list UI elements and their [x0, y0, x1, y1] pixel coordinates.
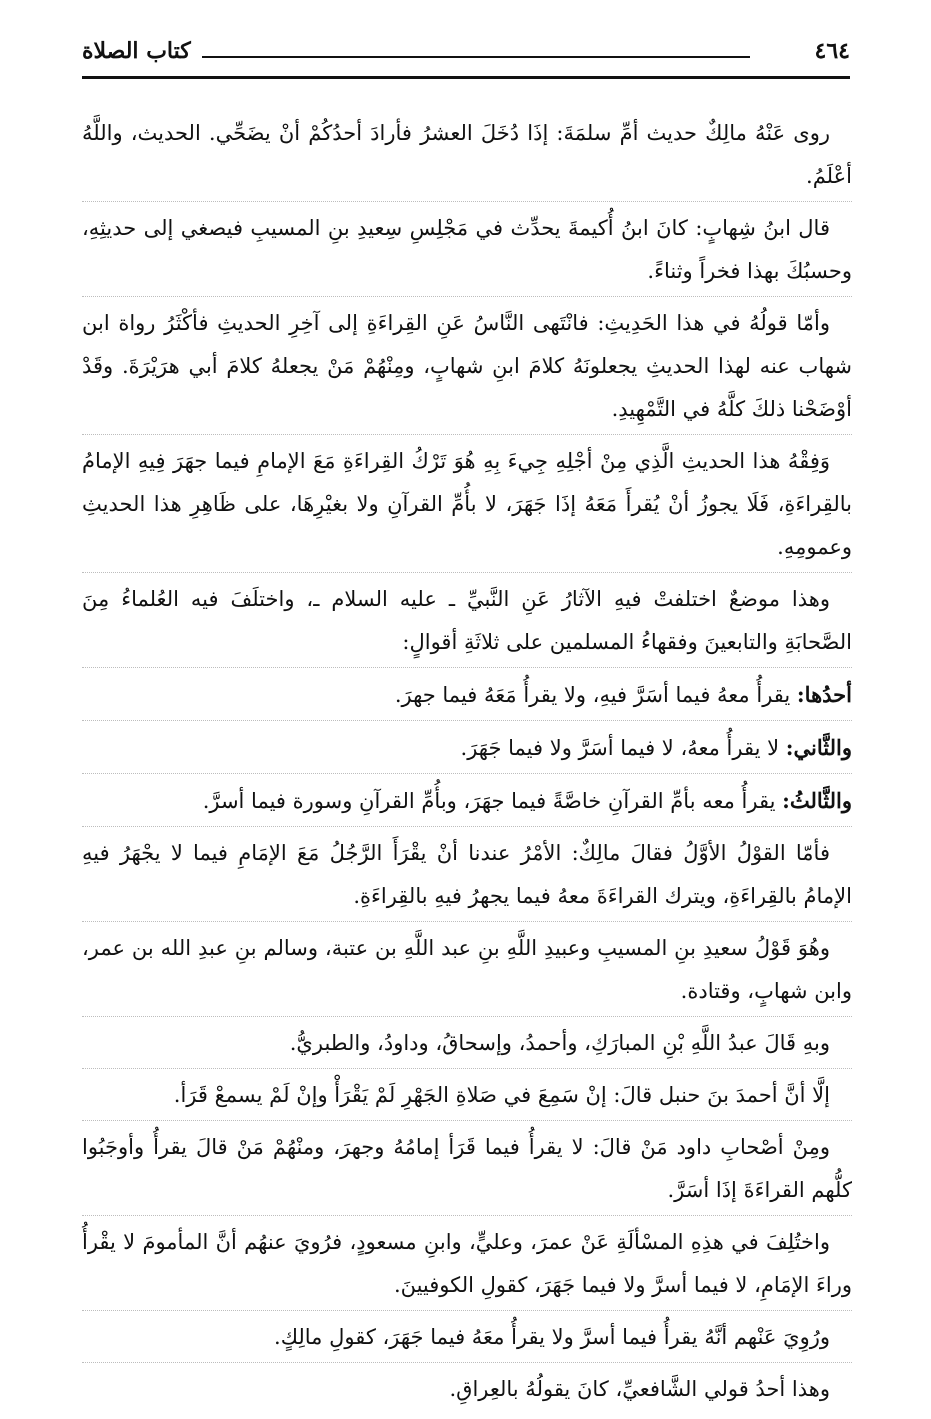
paragraph: [82, 1074, 852, 1121]
page-number: ٤٦٤: [814, 38, 850, 64]
page-body: [82, 112, 852, 1419]
paragraph-text: وهذا أحدُ قولي الشَّافعيِّ، كانَ يقولُهُ بالعِراقِ.: [449, 1377, 830, 1401]
opinion-text: لا يقرأُ معهُ، لا فيما أسَرَّ ولا فيما جَهَرَ.: [460, 736, 786, 760]
paragraph-text: ومِنْ أصْحابِ داود مَنْ قالَ: لا يقرأُ فيما قَرَأ إمامُهُ وجهرَ، ومنْهُمْ مَنْ قالَ يقرأُ وأوجَبُوا كلُّهم القراءَةَ إذَا أسَرَّ.: [82, 1135, 852, 1202]
header-rule: [82, 76, 850, 79]
opinion-item: [82, 726, 852, 774]
opinion-label: أحدُها:: [796, 682, 852, 707]
paragraph-text: ورُوِيَ عَنْهم أنَّهُ يقرأُ فيما أسرَّ ولا يقرأُ معَهُ فيما جَهَرَ، كقولِ مالِكٍ.: [274, 1325, 830, 1349]
paragraph-text: روى عَنْهُ مالِكٌ حديث أمِّ سلمَةَ: إذَا دُخَلَ العشرُ فأرادَ أحدُكُمْ أنْ يضَحِّي. الحديث، واللَّهُ أعْلَمُ.: [82, 121, 852, 188]
running-header: [82, 38, 850, 70]
paragraph-text: وهذا موضعٌ اختلفتْ فيهِ الآثارُ عَنِ النَّبيِّ ـ عليه السلام ـ، واختلَفَ فيه العُلماءُ مِنَ الصَّحابَةِ والتابعينَ وفقهاءُ المسلمين على ثلاثَةِ أقوالٍ:: [82, 587, 852, 654]
paragraph: [82, 112, 852, 202]
opinion-text: يقرأُ معهُ فيما أسَرَّ فيهِ، ولا يقرأُ مَعَهُ فيما جهرَ.: [394, 683, 797, 707]
opinion-item: [82, 673, 852, 721]
paragraph: [82, 302, 852, 435]
paragraph: [82, 1368, 852, 1414]
paragraph: [82, 927, 852, 1017]
paragraph: [82, 440, 852, 573]
paragraph-text: وبهِ قَالَ عبدُ اللَّهِ بْنِ المبارَكِ، وأحمدُ، وإسحاقُ، وداودُ، والطبريُّ.: [289, 1031, 830, 1055]
paragraph-text: وهُوَ قَوْلُ سعيدِ بنِ المسيبِ وعبيدِ اللَّهِ بنِ عبد اللَّهِ بن عتبة، وسالم بنِ عبدِ الله بن عمر، وابن شهابٍ، وقتادة.: [82, 936, 852, 1003]
paragraph: [82, 207, 852, 297]
paragraph-text: واختُلِفَ في هذِهِ المسْألَةِ عَنْ عمرَ، وعليٍّ، وابنِ مسعودٍ، فرُويَ عنهُم أنَّ المأمومَ لا يقْرأُ وراءَ الإمَامِ، لا فيما أسرَّ ولا فيما جَهَرَ، كقولِ الكوفيينَ.: [82, 1230, 852, 1297]
paragraph-text: وأمّا قولُهُ في هذا الحَدِيثِ: فانْتَهى النَّاسُ عَنِ القِراءَةِ إلى آخِرِ الحديثِ فأكْثَرُ رواة ابن شهاب عنه لهذا الحديثِ يجعلونَهُ كلامَ ابنِ شهابٍ، ومِنْهُمْ مَنْ يجعلهُ كلامَ أبي هرَيْرَةَ. وقَدْ أوْضَحْنا ذلكَ كلَّهُ في التَّمْهِيدِ.: [82, 311, 852, 421]
paragraph-text: قال ابنُ شِهابٍ: كانَ ابنُ أُكيمةَ يحدِّث في مَجْلِسِ سِعيدِ بنِ المسيبِ فيصغي إلى حديثِهِ، وحسبُكَ بهذا فخراً وثناءً.: [82, 216, 852, 283]
paragraph: [82, 832, 852, 922]
opinion-item: [82, 779, 852, 827]
paragraph: [82, 1126, 852, 1216]
opinion-text: يقرأُ معه بأمِّ القرآنِ خاصَّةً فيما جهَرَ، وبأُمِّ القرآنِ وسورة فيما أسرَّ.: [202, 789, 783, 813]
paragraph: [82, 1316, 852, 1363]
opinion-label: والثَّالثُ:: [782, 788, 852, 813]
chapter-title: كتاب الصلاة: [82, 38, 191, 64]
header-leader-line: [202, 56, 750, 58]
paragraph: [82, 1022, 852, 1069]
opinion-label: والثَّاني:: [785, 735, 852, 760]
paragraph: [82, 1221, 852, 1311]
paragraph-text: إلَّا أنَّ أحمدَ بنَ حنبل قالَ: إنْ سَمِعَ في صَلاةِ الجَهْرِ لَمْ يَقْرَأْ وإنْ لَمْ يسمعْ قَرَأ.: [173, 1083, 830, 1107]
paragraph-text: فأمّا القوْلُ الأوَّلُ فقالَ مالِكٌ: الأمْرُ عندنا أنْ يقْرَأَ الرَّجُلُ مَعَ الإمَامِ فيما لا يجْهَرُ فيهِ الإمامُ بالقِراءَةِ، ويترك القراءَةَ معهُ فيما يجهرُ فيهِ بالقِراءَةِ.: [82, 841, 852, 908]
paragraph: [82, 578, 852, 668]
paragraph-text: وَفِقْهُ هذا الحديثِ الَّذِي مِنْ أجْلِهِ جِيءَ بِهِ هُوَ تَرْكُ القِراءَةِ مَعَ الإمامِ فيما جهَرَ فِيهِ الإمامُ بالقِراءَةِ، فَلَا يجوزُ أنْ يُقرأَ مَعَهُ إذَا جَهَرَ، لا بأُمِّ القرآنِ ولا بغيْرِهَا، على ظَاهِرِ هذا الحديثِ وعمومِهِ.: [82, 449, 852, 559]
